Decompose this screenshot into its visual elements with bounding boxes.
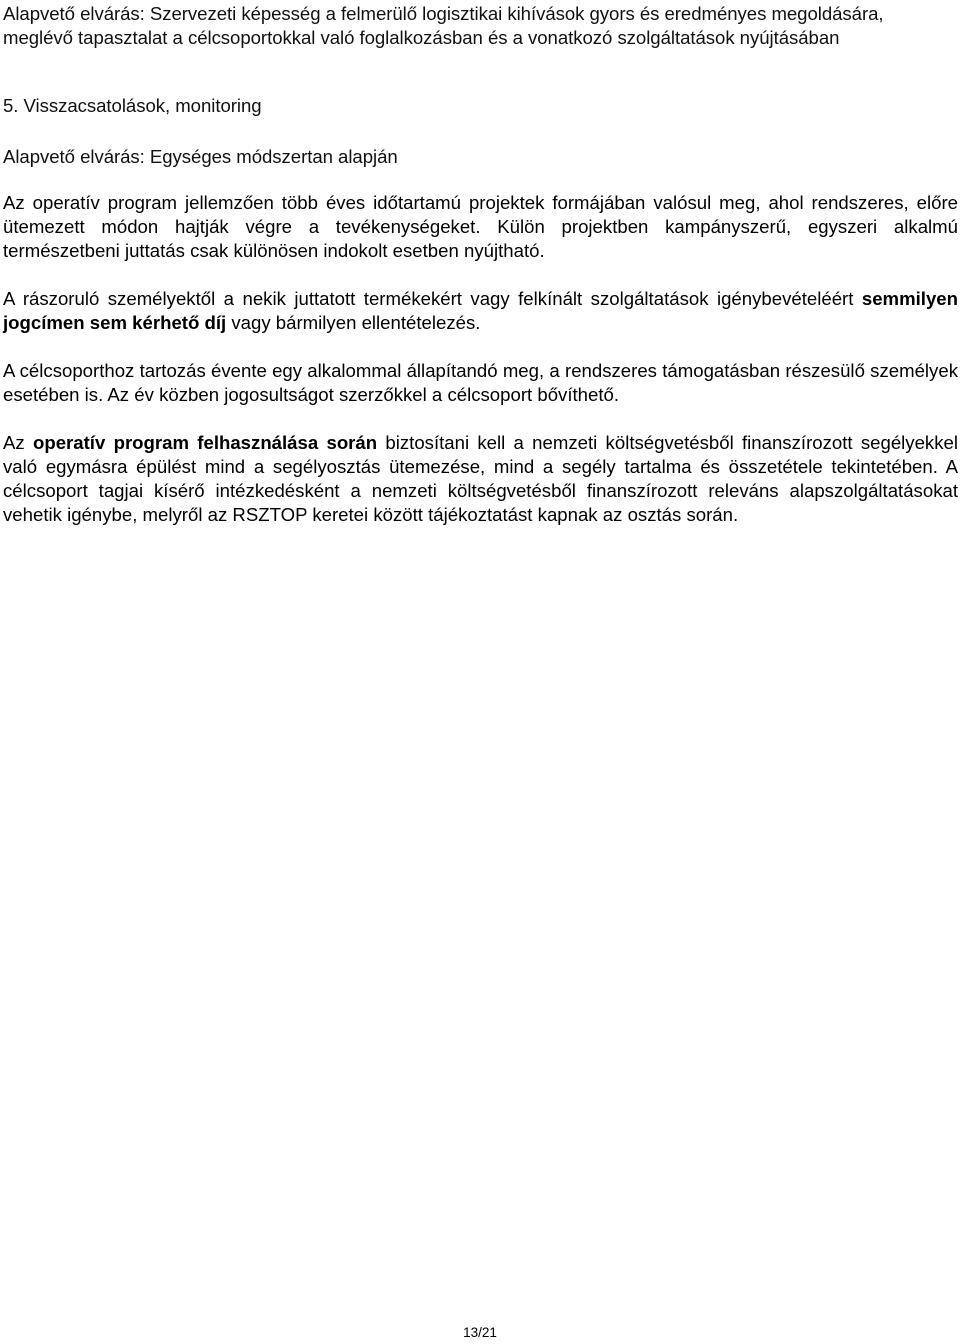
paragraph-target-group: A célcsoporthoz tartozás évente egy alkalommal állapítandó meg, a rendszeres támogatásban részesülő személyek esetében is. Az év közben jogosultságot szerzőkkel a célcsoport bővíthető. <box>3 360 958 405</box>
paragraph-program-use-end: biztosítani kell a nemzeti költségvetésből finanszírozott segélyekkel való egymásra épülést mind a segélyosztás ütemezése, mind a segély tartalma és összetétele tekintetében. A célcsoport tagjai kísérő intézkedésként a nemzeti költségvetésből finanszírozott releváns alapszolgáltatásokat vehetik igénybe, melyről az RSZTOP keretei között tájékoztatást kapnak az osztás során. <box>3 432 958 525</box>
paragraph-no-fee-end: vagy bármilyen ellentételezés. <box>226 312 481 333</box>
page-number: 13/21 <box>463 1325 497 1340</box>
paragraph-no-fee <box>3 287 958 335</box>
section-expectation-text: Alapvető elvárás: Egységes módszertan alapján <box>3 146 398 167</box>
paragraph-no-fee-start: A rászoruló személyektől a nekik juttatott termékekért vagy felkínált szolgáltatások igénybevételéért <box>3 288 862 309</box>
paragraph-program-use-start: Az <box>3 432 33 453</box>
paragraph-program-use <box>3 431 958 527</box>
section-title: 5. Visszacsatolások, monitoring <box>3 95 262 116</box>
paragraph-operative-program: Az operatív program jellemzően több éves időtartamú projektek formájában valósul meg, ahol rendszeres, előre ütemezett módon hajtják végre a tevékenységeket. Külön projektben kampányszerű, egyszeri alkalmú természetbeni juttatás csak különösen indokolt esetben nyújtható. <box>3 192 958 261</box>
paragraph-program-use-emphasis: operatív program felhasználása során <box>32 432 378 453</box>
paragraph-no-fee-emphasis: semmilyen jogcímen sem kérhető díj <box>3 288 958 333</box>
intro-expectation-text: Alapvető elvárás: Szervezeti képesség a felmerülő logisztikai kihívások gyors és eredményes megoldására, meglévő tapasztalat a célcsoportokkal való foglalkozásban és a vonatkozó szolgáltatások nyújtásában <box>3 3 884 48</box>
